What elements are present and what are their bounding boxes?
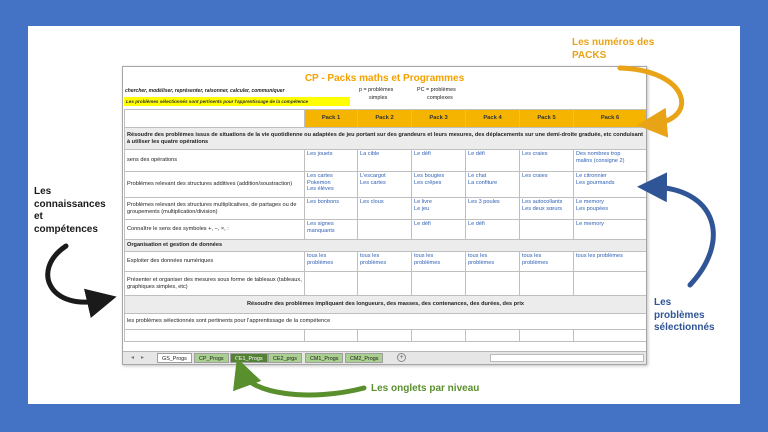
tab-cp-progs[interactable]: CP_Progs [194, 353, 229, 363]
problem-link[interactable]: Les cartes [307, 173, 333, 179]
competency-label[interactable]: Problèmes relevant des structures multiplicatives, de partages ou de groupements (multiplication/division) [125, 198, 305, 220]
problem-link[interactable]: problèmes [468, 259, 495, 266]
section-data-organisation-label[interactable]: Organisation et gestion de données [125, 240, 647, 252]
problem-link[interactable]: problèmes [414, 259, 441, 266]
tab-ce1-progs[interactable]: CE1_Progs [230, 353, 268, 363]
problem-link[interactable]: Les deux sœurs [522, 205, 563, 212]
problem-link[interactable]: tous les [360, 253, 380, 259]
annotation-problems-line3: sélectionnés [654, 322, 715, 333]
section-problem-solving-label[interactable]: Résoudre des problèmes issus de situations de la vie quotidienne ou adaptées de jeu portant sur des grandeurs et leurs mesures, des déplacements sur une demi-droite graduée, etc conduisant à utiliser les quatre opérations [125, 128, 647, 150]
pack-header-3[interactable]: Pack 3 [412, 110, 466, 128]
problem-link[interactable]: Les cartes [360, 179, 386, 186]
section-measures-label[interactable]: Résoudre des problèmes impliquant des longueurs, des masses, des contenances, des durées, des prix [125, 296, 647, 314]
tab-cm2-progs[interactable]: CM2_Progs [345, 353, 383, 363]
competency-label[interactable]: Connaître le sens des symboles +, −, ×, : [125, 220, 305, 240]
problem-link[interactable]: Le défi [468, 151, 485, 157]
selected-problems-note: Les problèmes sélectionnés sont pertinents pour l'apprentissage de la compétence [124, 97, 350, 106]
legend-complex-line2: complexes [427, 95, 453, 101]
problem-link[interactable]: Le memory [576, 199, 604, 205]
problem-link[interactable]: tous les [414, 253, 434, 259]
arrow-to-problems [652, 187, 713, 285]
problem-link[interactable]: Les autocollants [522, 199, 563, 205]
legend-simple-line1: p = problèmes [359, 87, 394, 93]
problem-link[interactable]: Les gourmands [576, 179, 615, 186]
problem-link[interactable]: problèmes [522, 259, 549, 266]
legend-simple-line2: simples [369, 95, 388, 101]
problem-link[interactable]: Les 3 poules [468, 199, 500, 205]
problem-link[interactable]: problèmes [307, 259, 334, 266]
pack-header-5[interactable]: Pack 5 [520, 110, 574, 128]
annotation-knowledge-line1: Les [34, 186, 52, 197]
problem-link[interactable]: Les clous [360, 199, 384, 205]
problem-link[interactable]: manquants [307, 227, 335, 234]
arrow-to-packs [620, 68, 682, 124]
tab-scroll-right-icon[interactable]: ▸ [141, 355, 145, 361]
problem-link[interactable]: Le défi [414, 221, 431, 227]
problem-link[interactable]: Le citronnier [576, 173, 607, 179]
problem-link[interactable]: Le memory [576, 221, 604, 227]
arrow-to-knowledge [48, 246, 102, 302]
sheet-title: CP - Packs maths et Programmes [304, 73, 465, 84]
annotation-knowledge-line4: compétences [34, 223, 98, 235]
competency-label[interactable]: sens des opérations [125, 150, 305, 172]
pack-header-1[interactable]: Pack 1 [305, 110, 358, 128]
problem-link[interactable]: Le défi [414, 151, 431, 157]
annotation-knowledge-line2: connaissances [34, 198, 106, 210]
problem-link[interactable]: tous les [468, 253, 488, 259]
problem-link[interactable]: Les bougies [414, 173, 445, 179]
annotation-problems-line1: Les [654, 297, 672, 308]
pack-header-4[interactable]: Pack 4 [466, 110, 520, 128]
annotation-packs-line1: Les numéros des [572, 37, 655, 48]
problem-link[interactable]: La confiture [468, 179, 498, 186]
tab-ce2-prgs[interactable]: CE2_prgs [268, 353, 302, 363]
add-sheet-icon[interactable]: + [397, 353, 406, 362]
pack-header-6[interactable]: Pack 6 [574, 110, 647, 128]
problem-link[interactable]: Les crêpes [414, 179, 442, 186]
annotation-problems-line2: problèmes [654, 309, 705, 321]
problem-link[interactable]: Les élèves [307, 186, 334, 192]
annotation-knowledge-line3: et [34, 211, 43, 222]
problem-link[interactable]: Les poupées [576, 205, 609, 212]
problem-link[interactable]: malins (consigne 2) [576, 157, 625, 164]
problem-link[interactable]: Le jeu [414, 205, 430, 212]
problem-link[interactable]: Le livre [414, 199, 433, 205]
competency-label[interactable]: Problèmes relevant des structures additives (addition/soustraction) [125, 172, 305, 198]
tab-gs-progs[interactable]: GS_Progs [157, 353, 192, 363]
pack-header-2[interactable]: Pack 2 [358, 110, 412, 128]
problem-link[interactable]: problèmes [360, 259, 387, 266]
competencies-line: chercher, modéliser, représenter, raisonner, calculer, communiquer [125, 88, 285, 94]
annotation-packs-line2: PACKS [572, 49, 607, 61]
footer-note[interactable]: les problèmes sélectionnés sont pertinents pour l'apprentissage de la compétence [125, 314, 647, 330]
problem-link[interactable]: Les craies [522, 151, 548, 157]
competency-label[interactable]: Exploiter des données numériques [125, 252, 305, 272]
competency-label[interactable]: Présenter et organiser des mesures sous forme de tableaux (tableaux, graphiques simples, etc) [125, 272, 305, 296]
annotation-tabs: Les onglets par niveau [371, 383, 480, 394]
problem-link[interactable]: Les bonbons [307, 199, 340, 205]
problem-link[interactable]: tous les [522, 253, 542, 259]
problem-link[interactable]: L'escargot [360, 173, 386, 179]
problem-link[interactable]: Les jouets [307, 151, 333, 157]
problem-link[interactable]: Le défi [468, 221, 485, 227]
problem-link[interactable]: La cible [360, 151, 380, 157]
problem-link[interactable]: Le chat [468, 173, 487, 179]
problem-link[interactable]: Les signes [307, 221, 334, 227]
problem-link[interactable]: tous les [307, 253, 327, 259]
problem-link[interactable]: Pokemon [307, 179, 331, 186]
tab-cm1-progs[interactable]: CM1_Progs [305, 353, 343, 363]
legend-complex-line1: PC = problèmes [417, 87, 456, 93]
problem-link[interactable]: Des nombres trop [576, 151, 621, 157]
problem-link[interactable]: Les craies [522, 173, 548, 179]
tab-scroll-left-icon[interactable]: ◂ [131, 355, 135, 361]
problem-link[interactable]: tous les problèmes [576, 253, 623, 259]
arrow-to-tabs [242, 372, 364, 395]
